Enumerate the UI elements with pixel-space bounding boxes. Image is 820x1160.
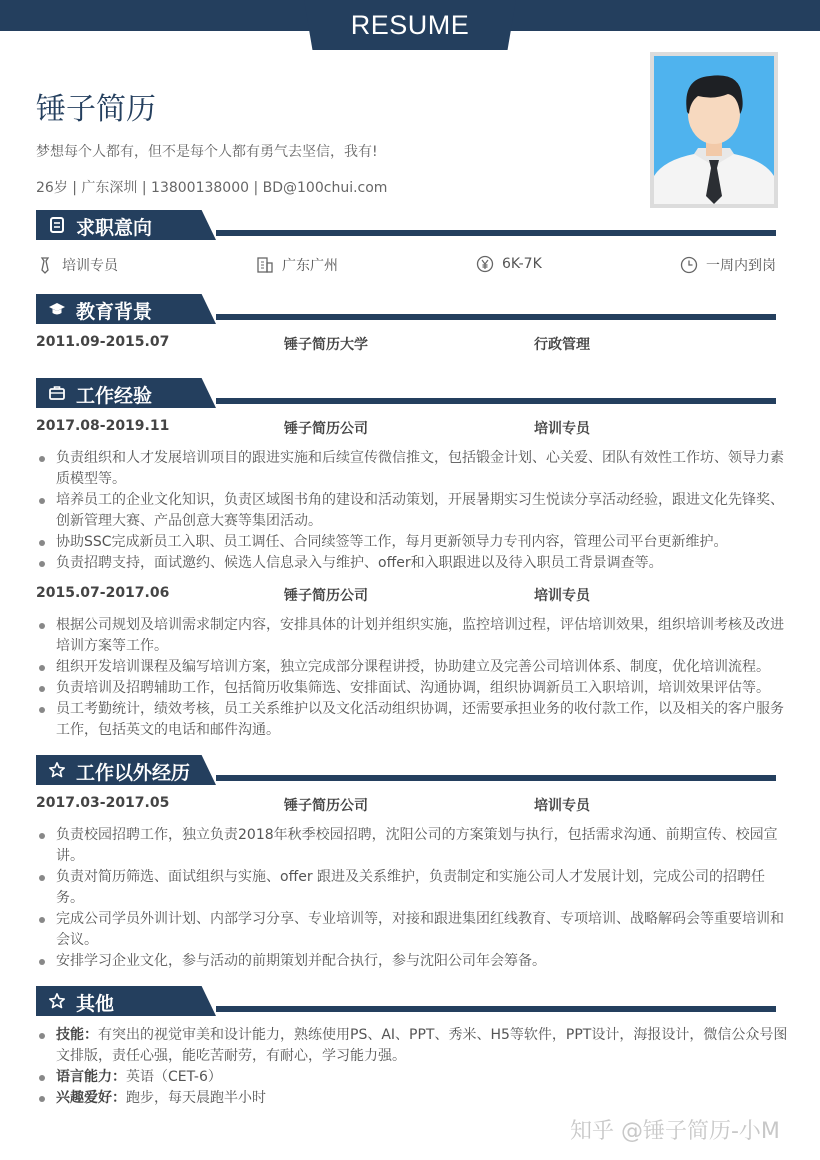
watermark: 知乎 @锤子简历-小M — [570, 1119, 780, 1144]
extra-company: 锤子简历公司 — [284, 798, 368, 814]
skill-label: 技能： — [56, 1027, 98, 1043]
section-header-other — [36, 986, 776, 1016]
star-icon — [48, 992, 66, 1010]
resume-banner-text: RESUME — [350, 10, 470, 40]
intent-availability-text: 一周内到岗 — [706, 258, 776, 274]
work-company: 锤子简历公司 — [284, 588, 368, 604]
list-item — [36, 1088, 788, 1109]
list-item: 完成公司学员外训计划、内部学习分享、专业培训等，对接和跟进集团红线教育、专项培训、战略解码会等重要培训和会议。 — [36, 909, 788, 951]
work-1-duties — [36, 448, 788, 574]
section-title-extra: 工作以外经历 — [76, 762, 191, 784]
list-item: 负责培训及招聘辅助工作，包括简历收集筛选、安排面试、沟通协调，组织协调新员工入职培训，培训效果评估等。 — [36, 678, 788, 699]
document-icon — [48, 216, 66, 234]
work-role: 培训专员 — [534, 588, 590, 604]
extra-role: 培训专员 — [534, 798, 590, 814]
star-icon — [48, 761, 66, 779]
other-list — [36, 1025, 788, 1109]
education-school: 锤子简历大学 — [284, 337, 368, 353]
list-item: 安排学习企业文化，参与活动的前期策划并配合执行，参与沈阳公司年会筹备。 — [36, 951, 788, 972]
section-title-other: 其他 — [76, 993, 115, 1015]
intent-position — [36, 255, 118, 275]
list-item — [36, 1067, 788, 1088]
intent-availability — [680, 255, 776, 275]
tie-icon — [36, 256, 54, 274]
graduation-cap-icon — [48, 300, 66, 318]
section-header-intent — [36, 210, 776, 240]
language-label: 语言能力： — [56, 1069, 126, 1085]
yen-icon — [476, 255, 494, 273]
work-2-duties — [36, 615, 788, 741]
work-role: 培训专员 — [534, 421, 590, 437]
section-title-education: 教育背景 — [76, 301, 153, 323]
education-major: 行政管理 — [534, 337, 590, 353]
work-date: 2015.07-2017.06 — [36, 585, 170, 601]
avatar-illustration-icon — [654, 56, 774, 204]
intent-salary-text: 6K-7K — [502, 256, 542, 272]
intent-city — [256, 255, 338, 275]
candidate-name: 锤子简历 — [36, 92, 156, 127]
intent-position-text: 培训专员 — [62, 258, 118, 274]
building-icon — [256, 256, 274, 274]
section-header-work — [36, 378, 776, 408]
section-header-education — [36, 294, 776, 324]
list-item: 根据公司规划及培训需求制定内容，安排具体的计划并组织实施，监控培训过程，评估培训效果，组织培训考核及改进培训方案等工作。 — [36, 615, 788, 657]
section-header-extra — [36, 755, 776, 785]
hobby-text: 跑步，每天晨跑半小时 — [126, 1090, 266, 1106]
list-item: 负责招聘支持，面试邀约、候选人信息录入与维护、offer和入职跟进以及待入职员工背景调查等。 — [36, 553, 788, 574]
hobby-label: 兴趣爱好： — [56, 1090, 126, 1106]
clock-icon — [680, 256, 698, 274]
list-item: 负责组织和人才发展培训项目的跟进实施和后续宣传微信推文，包括锻金计划、心关爱、团队有效性工作坊、领导力素质模型等。 — [36, 448, 788, 490]
list-item: 组织开发培训课程及编写培训方案，独立完成部分课程讲授，协助建立及完善公司培训体系、制度，优化培训流程。 — [36, 657, 788, 678]
section-title-intent: 求职意向 — [76, 217, 153, 239]
profile-photo — [650, 52, 778, 208]
extra-duties — [36, 825, 788, 972]
section-title-work: 工作经验 — [76, 385, 153, 407]
education-date: 2011.09-2015.07 — [36, 334, 170, 350]
candidate-motto: 梦想每个人都有，但不是每个人都有勇气去坚信，我有! — [36, 144, 378, 160]
list-item: 培养员工的企业文化知识，负责区域图书角的建设和活动策划，开展暑期实习生悦读分享活动经验，跟进文化先锋奖、创新管理大赛、产品创意大赛等集团活动。 — [36, 490, 788, 532]
list-item: 负责对简历筛选、面试组织与实施、offer 跟进及关系维护，负责制定和实施公司人才发展计划，完成公司的招聘任务。 — [36, 867, 788, 909]
list-item: 员工考勤统计，绩效考核，员工关系维护以及文化活动组织协调，还需要承担业务的收付款工作，以及相关的客户服务工作，包括英文的电话和邮件沟通。 — [36, 699, 788, 741]
extra-date: 2017.03-2017.05 — [36, 795, 170, 811]
work-date: 2017.08-2019.11 — [36, 418, 170, 434]
briefcase-icon — [48, 384, 66, 402]
candidate-contact: 26岁 | 广东深圳 | 13800138000 | BD@100chui.com — [36, 180, 388, 196]
work-company: 锤子简历公司 — [284, 421, 368, 437]
list-item: 协助SSC完成新员工入职、员工调任、合同续签等工作，每月更新领导力专刊内容，管理公司平台更新维护。 — [36, 532, 788, 553]
intent-city-text: 广东广州 — [282, 258, 338, 274]
intent-salary — [476, 255, 542, 273]
language-text: 英语（CET-6） — [126, 1069, 222, 1085]
list-item: 负责校园招聘工作，独立负责2018年秋季校园招聘，沈阳公司的方案策划与执行，包括需求沟通、前期宣传、校园宣讲。 — [36, 825, 788, 867]
skill-text: 有突出的视觉审美和设计能力，熟练使用PS、AI、PPT、秀米、H5等软件，PPT设计，海报设计，微信公众号图文排版，责任心强，能吃苦耐劳，有耐心，学习能力强。 — [56, 1027, 788, 1064]
list-item — [36, 1025, 788, 1067]
